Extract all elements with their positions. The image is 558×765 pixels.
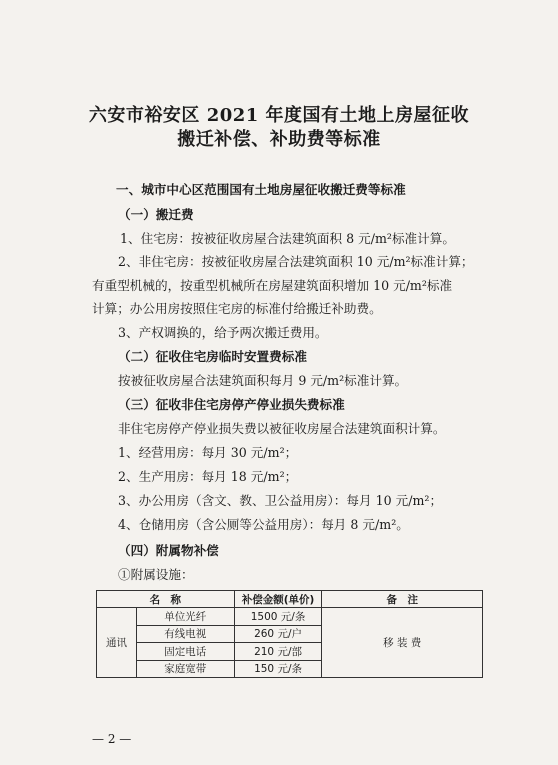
table-header-row [97, 591, 483, 608]
paragraph-storage: 4、仓储用房（含公厕等公益用房）：每月 8 元/m²。 [118, 517, 409, 532]
paragraph-commercial: 1、经营用房：每月 30 元/m²； [118, 445, 298, 460]
paragraph-production: 2、生产用房：每月 18 元/m²； [118, 469, 298, 484]
header-name: 名 称 [97, 591, 235, 608]
document-title-line-2: 搬迁补偿、补助费等标准 [177, 129, 381, 150]
item-price: 150 元/条 [234, 660, 322, 677]
facility-compensation-table [96, 590, 483, 678]
paragraph-property-exchange: 3、产权调换的，给予两次搬迁费用。 [118, 325, 328, 340]
paragraph-non-residential-cont-2: 计算；办公用房按照住宅房的标准付给搬迁补助费。 [92, 301, 382, 316]
paragraph-non-residential-cont-1: 有重型机械的，按重型机械所在房屋建筑面积增加 10 元/m²标准 [92, 278, 453, 293]
paragraph-non-residential: 2、非住宅房：按被征收房屋合法建筑面积 10 元/m²标准计算； [118, 254, 474, 269]
subsection-heading-temporary-housing: （二）征收住宅房临时安置费标准 [118, 349, 307, 364]
item-name: 家庭宽带 [136, 660, 234, 677]
subsection-heading-business-loss: （三）征收非住宅房停产停业损失费标准 [118, 397, 345, 412]
item-price: 260 元/户 [234, 625, 322, 642]
header-price: 补偿金额(单价) [234, 591, 322, 608]
note-cell: 移 装 费 [322, 608, 483, 678]
paragraph-office: 3、办公用房（含文、教、卫公益用房）：每月 10 元/m²； [118, 493, 443, 508]
item-name: 有线电视 [136, 625, 234, 642]
item-name: 单位光纤 [136, 608, 234, 625]
group-cell-communication: 通讯 [97, 608, 137, 678]
subsection-heading-relocation: （一）搬迁费 [118, 207, 194, 222]
page-number: — 2 — [92, 732, 132, 746]
item-price: 1500 元/条 [234, 608, 322, 625]
header-note: 备 注 [322, 591, 483, 608]
paragraph-facilities: ①附属设施： [118, 567, 194, 582]
paragraph-temporary-housing: 按被征收房屋合法建筑面积每月 9 元/m²标准计算。 [118, 373, 408, 388]
document-title-line-1: 六安市裕安区 2021 年度国有土地上房屋征收 [88, 105, 470, 126]
item-name: 固定电话 [136, 643, 234, 660]
table-row [97, 608, 483, 625]
item-price: 210 元/部 [234, 643, 322, 660]
section-heading-1: 一、城市中心区范围国有土地房屋征收搬迁费等标准 [116, 182, 406, 197]
paragraph-business-loss: 非住宅房停产停业损失费以被征收房屋合法建筑面积计算。 [118, 421, 446, 436]
subsection-heading-attachments: （四）附属物补偿 [118, 543, 219, 558]
paragraph-residential: 1、住宅房：按被征收房屋合法建筑面积 8 元/m²标准计算。 [120, 231, 455, 246]
